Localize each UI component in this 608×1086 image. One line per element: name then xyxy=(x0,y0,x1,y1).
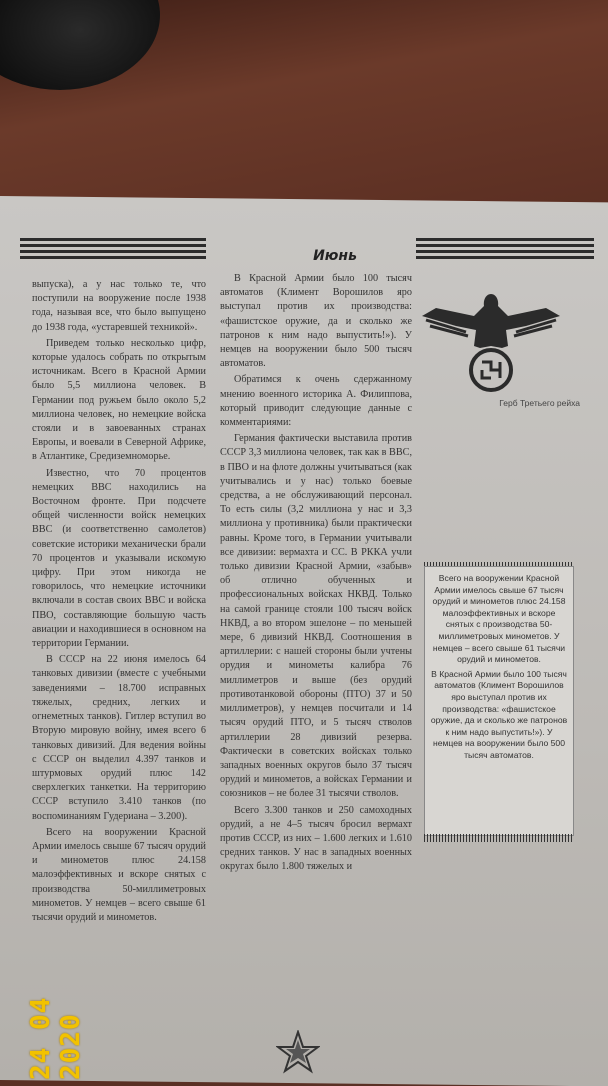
star-icon xyxy=(276,1030,320,1074)
paragraph: Известно, что 70 процентов немецких ВВС находились на Восточном фронте. При подсчете общей численности войск немецких ВВС (и соответственно самолетов) советские историки механически брали 70 процентов и указывали искомую цифру. При этом никогда не говорилось, что немецкие источники включали в состав своих ВВС и войска ПВО, составляющие большую часть авиации и находившиеся в основном на территории Германии. xyxy=(32,467,206,650)
sidebar-paragraph: В Красной Армии было 100 тысяч автоматов (Климент Ворошилов яро выступал против их производства: «фашистское оружие, да и сколько же патронов к ним надо выпустить!»). У немцев на вооружении было 500 тысяч автоматов. xyxy=(430,668,568,760)
header-stripes-left xyxy=(20,238,206,262)
header-stripes-right xyxy=(416,238,594,262)
sidebar-quote-box xyxy=(424,566,574,836)
paragraph: Обратимся к очень сдержанному мнению военного историка А. Филиппова, который приводит следующие данные с комментариями: xyxy=(220,374,412,429)
eagle-emblem-icon xyxy=(416,286,566,396)
paragraph: В Красной Армии было 100 тысяч автоматов (Климент Ворошилов яро выступал против их производства: «фашистское оружие, да и сколько же патронов к ним надо выпустить!»). У немцев на вооружении было 500 тысяч автоматов. xyxy=(220,273,412,370)
page-header-title: Июнь xyxy=(313,248,357,264)
paragraph: Приведем только несколько цифр, которые удалось собрать по открытым источникам. Всего в Красной Армии было 5,5 миллиона человек. В Германии под ружьем было около 5,2 миллиона человек, но немецкие войска стояли и в завоеванных странах Европы, и воевали в Северной Африке, в Атлантике, Средиземноморье. xyxy=(32,337,206,463)
paragraph: В СССР на 22 июня имелось 64 танковых дивизии (вместе с учебными заведениями – 18.700 исправных тяжелых, средних, легких и огнеметных танков). Гитлер вступил во Вторую мировую войну, имея всего 6 танковых дивизий. Для ведения войны с СССР он выделил 4.397 танков и штурмовых орудий плюс 142 сверхлегких танкетки. На территорию СССР вступило 3.410 танков (по воспоминаниям Гудериана – 3.200). xyxy=(32,654,206,822)
middle-text-column xyxy=(220,272,412,877)
sidebar-border-bottom xyxy=(424,834,574,842)
photo-datestamp: 24 04 2020 xyxy=(26,996,86,1080)
sidebar-paragraph: Всего на вооружении Красной Армии имелось свыше 67 тысяч орудий и минометов плюс 24.158 малоэффективных и вскоре снятых с производства 50-миллиметровых минометов. У немцев – всего свыше 61 тысячи орудий и минометов. xyxy=(432,573,566,665)
paragraph: выпуска), а у нас только те, что поступили на вооружение после 1938 года, называя все, что было выпущено до 1938 года, «устаревшей техникой». xyxy=(32,279,206,333)
paragraph: Всего 3.300 танков и 250 самоходных орудий, а не 4–5 тысяч бросил вермахт против СССР, из них – 1.600 легких и 1.610 средних танков. У нас в западных военных округах было 1.800 тяжелых и xyxy=(220,804,412,873)
emblem-caption: Герб Третьего рейха xyxy=(499,398,580,408)
paragraph: Всего на вооружении Красной Армии имелось свыше 67 тысяч орудий и минометов плюс 24.158 малоэффективных и вскоре снятых с производства 50-миллиметровых минометов. У немцев – всего свыше 61 тысячи орудий и минометов. xyxy=(32,826,206,923)
paragraph: Германия фактически выставила против СССР 3,3 миллиона человек, так как в ВВС, в ПВО и на флоте должны учитываться (как учитывались и у нас) только боевые средства, а не обслуживающий персонал. То есть силы (3,2 миллиона у нас и 3,3 миллиона у противника) были практически равны. Кроме того, в Германии учитывали все дивизии: вермахта и СС. В РККА учли только дивизии Красной Армии, «забыв» об отлично обученных и профессиональных войсках НКВД. Только на самой границе стояли 100 тысяч войск НКВД, а во втором эшелоне – по меньшей мере, 6 дивизий НКВД. Соотношения в артиллерии: с нашей стороны были учтены орудия и минометы калибра 76 миллиметров и выше (без орудий противотанковой обороны (ПТО) 37 и 50 миллиметров), у немцев посчитали и 14 тысяч орудий ПТО, и 5 тысяч стволов артиллерии 28 дивизий резерва. Фактически в советских войсках только западных военных округов было 37 тысяч орудий и минометов, а войсках Германии и союзников – не более 31 тысячи стволов. xyxy=(220,433,412,800)
left-text-column xyxy=(32,278,206,927)
